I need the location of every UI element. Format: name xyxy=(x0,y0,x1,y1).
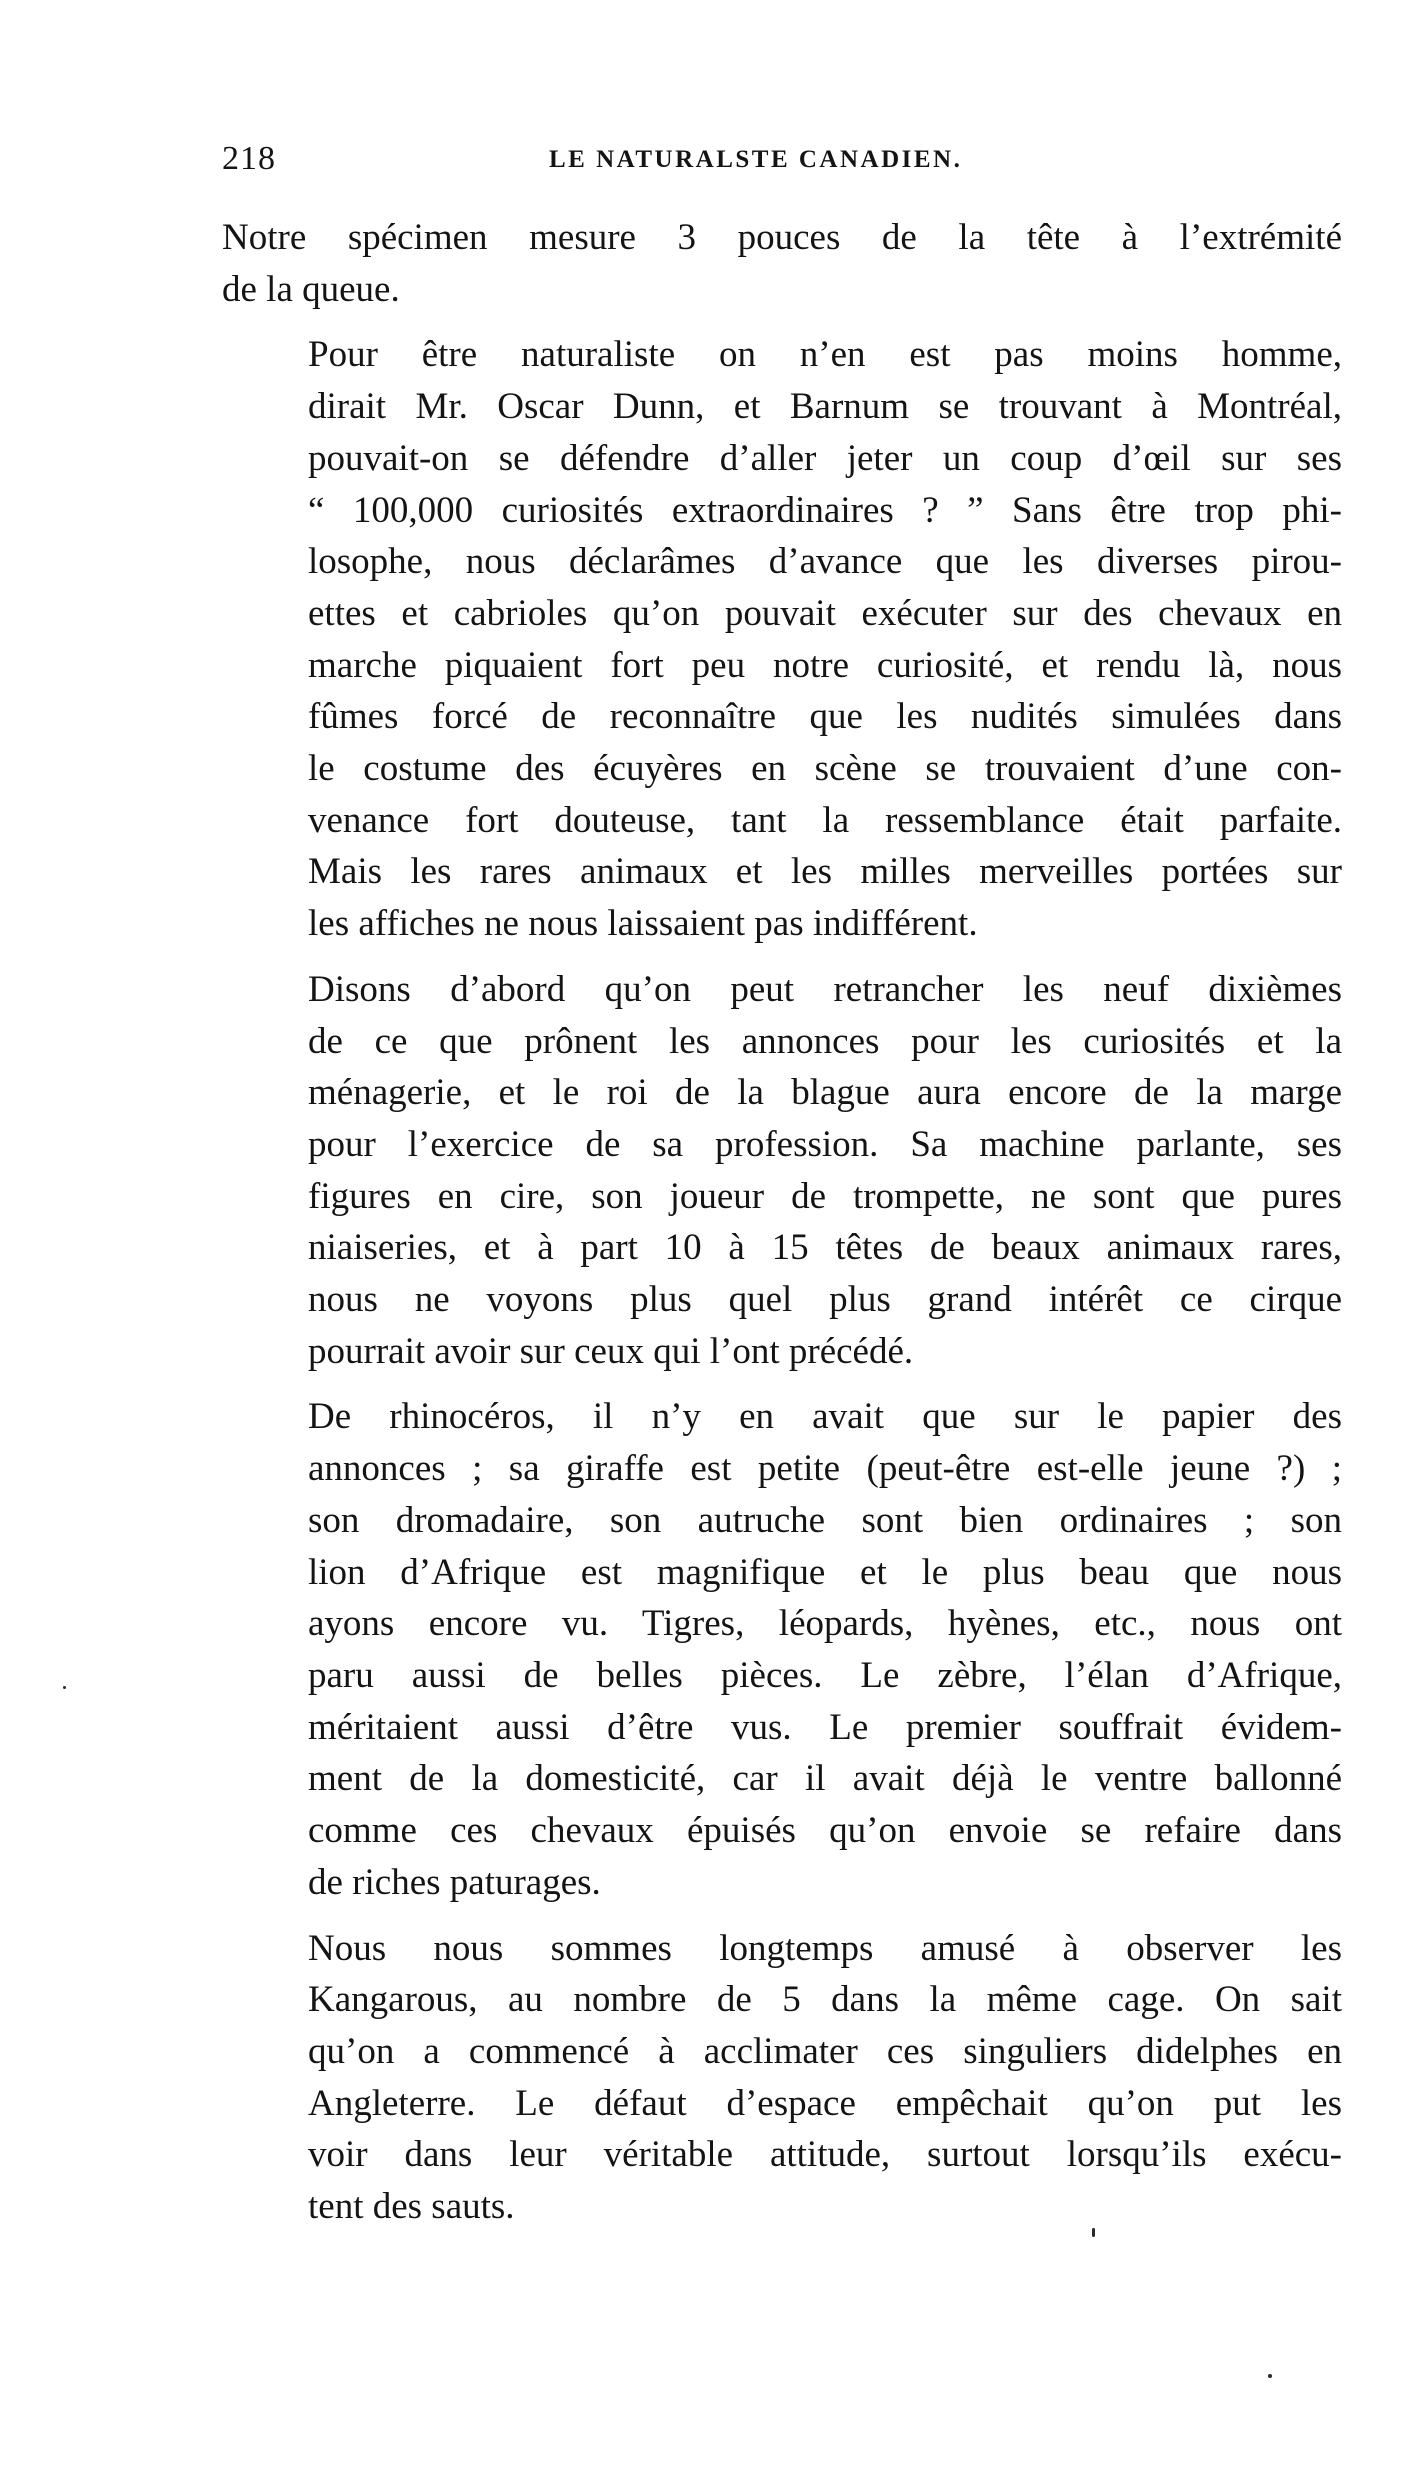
page-number: 218 xyxy=(222,140,276,177)
paragraph-5 xyxy=(222,1923,1342,2233)
text-line: les affiches ne nous laissaient pas indifférent. xyxy=(308,903,978,945)
body-text xyxy=(222,212,1342,2233)
text-line: Mais les rares animaux et les milles merveilles portées sur xyxy=(308,851,1342,893)
text-line: ment de la domesticité, car il avait déjà le ventre ballonné xyxy=(308,1758,1342,1800)
paragraph-3 xyxy=(222,964,1342,1378)
text-line: Pour être naturaliste on n’en est pas moins homme, xyxy=(308,334,1342,376)
text-line: marche piquaient fort peu notre curiosité, et rendu là, nous xyxy=(308,644,1342,686)
running-title: LE NATURALSTE CANADIEN. xyxy=(549,146,963,173)
text-line: pour l’exercice de sa profession. Sa machine parlante, ses xyxy=(308,1123,1342,1165)
text-line: losophe, nous déclarâmes d’avance que les diverses pirou- xyxy=(308,541,1342,583)
text-line: de riches paturages. xyxy=(308,1861,601,1903)
text-line: “ 100,000 curiosités extraordinaires ? ” Sans être trop phi- xyxy=(308,489,1342,531)
text-line: de la queue. xyxy=(222,268,400,310)
text-line: Nous nous sommes longtemps amusé à observer les xyxy=(308,1927,1342,1969)
page-header xyxy=(222,140,1347,184)
text-line: nous ne voyons plus quel plus grand intérêt ce cirque xyxy=(308,1279,1342,1321)
print-speck xyxy=(63,1686,66,1689)
text-line: voir dans leur véritable attitude, surtout lorsqu’ils exécu- xyxy=(308,2134,1342,2176)
text-line: pourrait avoir sur ceux qui l’ont précédé. xyxy=(308,1330,914,1372)
text-line: figures en cire, son joueur de trompette, ne sont que pures xyxy=(308,1175,1342,1217)
text-line: Notre spécimen mesure 3 pouces de la tête à l’extrémité xyxy=(222,217,1342,258)
text-line: Angleterre. Le défaut d’espace empêchait qu’on put les xyxy=(308,2082,1342,2124)
paragraph-1 xyxy=(222,212,1342,315)
print-speck xyxy=(1268,2374,1272,2378)
text-line: dirait Mr. Oscar Dunn, et Barnum se trouvant à Montréal, xyxy=(308,386,1342,428)
text-line: pouvait-on se défendre d’aller jeter un coup d’œil sur ses xyxy=(308,437,1342,479)
text-line: niaiseries, et à part 10 à 15 têtes de beaux animaux rares, xyxy=(308,1227,1342,1269)
print-speck xyxy=(1092,2228,1095,2237)
text-line: ayons encore vu. Tigres, léopards, hyènes, etc., nous ont xyxy=(308,1603,1342,1645)
text-line: son dromadaire, son autruche sont bien ordinaires ; son xyxy=(308,1499,1342,1541)
text-line: lion d’Afrique est magnifique et le plus beau que nous xyxy=(308,1551,1342,1593)
text-line: fûmes forcé de reconnaître que les nudités simulées dans xyxy=(308,696,1342,738)
text-line: ménagerie, et le roi de la blague aura encore de la marge xyxy=(308,1072,1342,1114)
text-line: comme ces chevaux épuisés qu’on envoie se refaire dans xyxy=(308,1810,1342,1852)
text-line: Kangarous, au nombre de 5 dans la même cage. On sait xyxy=(308,1979,1342,2021)
text-line: annonces ; sa giraffe est petite (peut-être est-elle jeune ?) ; xyxy=(308,1448,1342,1490)
text-line: De rhinocéros, il n’y en avait que sur le papier des xyxy=(308,1396,1342,1438)
text-line: ettes et cabrioles qu’on pouvait exécuter sur des chevaux en xyxy=(308,592,1342,634)
paragraph-4 xyxy=(222,1391,1342,1908)
text-line: Disons d’abord qu’on peut retrancher les neuf dixièmes xyxy=(308,968,1342,1010)
text-line: le costume des écuyères en scène se trouvaient d’une con- xyxy=(308,748,1342,790)
text-line: venance fort douteuse, tant la ressemblance était parfaite. xyxy=(308,799,1342,841)
text-line: de ce que prônent les annonces pour les curiosités et la xyxy=(308,1020,1342,1062)
paragraph-2 xyxy=(222,329,1342,949)
text-line: qu’on a commencé à acclimater ces singuliers didelphes en xyxy=(308,2030,1342,2072)
text-line: paru aussi de belles pièces. Le zèbre, l’élan d’Afrique, xyxy=(308,1654,1342,1696)
text-line: tent des sauts. xyxy=(308,2186,515,2228)
text-line: méritaient aussi d’être vus. Le premier souffrait évidem- xyxy=(308,1706,1342,1748)
